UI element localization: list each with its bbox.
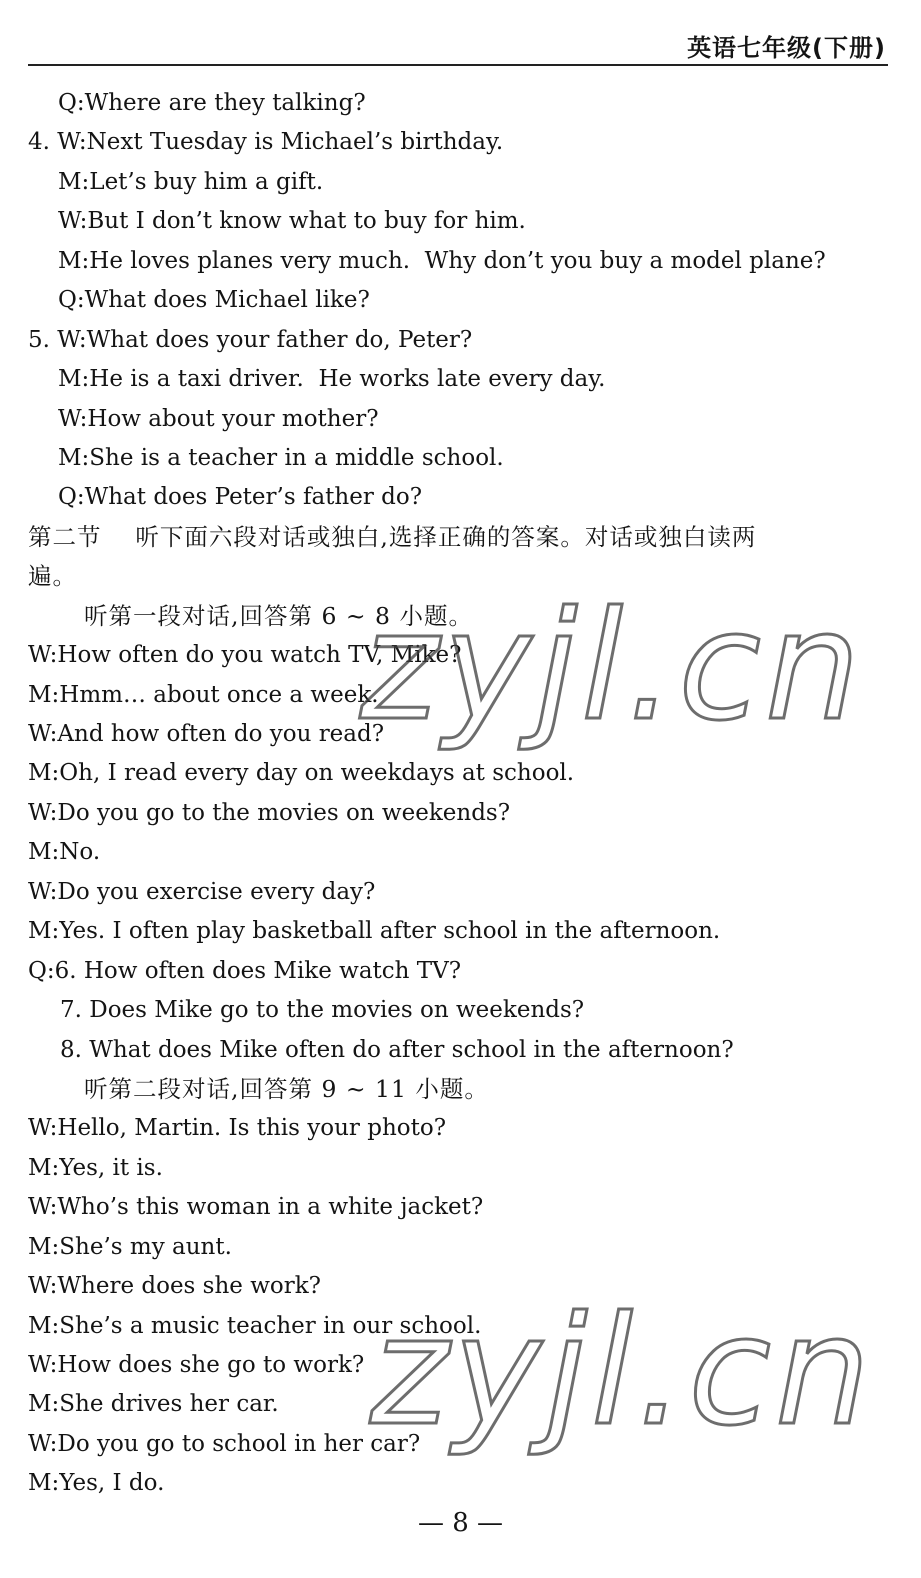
transcript-line: W:Do you exercise every day? — [28, 878, 376, 905]
transcript-line: M:Yes, I do. — [28, 1470, 165, 1497]
transcript-line: 7. Does Mike go to the movies on weekends? — [60, 997, 585, 1024]
watermark: zyjl.cn — [370, 1285, 875, 1459]
section-heading: 第二节 听下面六段对话或独白,选择正确的答案。对话或独白读两 — [28, 522, 757, 551]
transcript-line: W:Who’s this woman in a white jacket? — [28, 1194, 484, 1221]
transcript-line: W:Do you go to school in her car? — [28, 1430, 421, 1457]
book-title: 英语七年级(下册) — [687, 34, 886, 62]
transcript-line: W:Do you go to the movies on weekends? — [28, 799, 511, 826]
transcript-line: W:How about your mother? — [58, 405, 379, 432]
watermark: zyjl.cn — [360, 580, 865, 754]
transcript-line: W:Hello, Martin. Is this your photo? — [28, 1115, 447, 1142]
transcript-line: 8. What does Mike often do after school in the afternoon? — [60, 1036, 734, 1063]
transcript-line: 4. W:Next Tuesday is Michael’s birthday. — [28, 129, 504, 156]
transcript-line: M:Oh, I read every day on weekdays at school. — [28, 760, 575, 787]
transcript-line: M:Yes. I often play basketball after school in the afternoon. — [28, 918, 721, 945]
transcript-line: Q:6. How often does Mike watch TV? — [28, 957, 462, 984]
transcript-line: W:How often do you watch TV, Mike? — [28, 642, 462, 669]
transcript-line: M:Yes, it is. — [28, 1154, 163, 1181]
transcript-line: Q:What does Peter’s father do? — [58, 484, 423, 511]
transcript-line: M:He loves planes very much. Why don’t you buy a model plane? — [58, 247, 826, 274]
transcript-line: M:She’s my aunt. — [28, 1233, 232, 1260]
transcript-line: W:Where does she work? — [28, 1273, 322, 1300]
transcript-line: 5. W:What does your father do, Peter? — [28, 326, 473, 353]
transcript-line: M:She is a teacher in a middle school. — [58, 444, 504, 471]
transcript-line: W:How does she go to work? — [28, 1352, 365, 1378]
transcript-line: M:She’s a music teacher in our school. — [28, 1312, 482, 1339]
transcript-line: W:But I don’t know what to buy for him. — [58, 208, 526, 235]
page-header — [28, 22, 888, 66]
transcript-line: M:Let’s buy him a gift. — [58, 168, 324, 195]
transcript-line: Q:Where are they talking? — [58, 90, 366, 116]
section-heading: 听第二段对话,回答第 9 ~ 11 小题。 — [84, 1074, 489, 1103]
section-heading: 遍。 — [28, 562, 77, 591]
transcript-line: W:And how often do you read? — [28, 721, 385, 747]
transcript-line: M:Hmm… about once a week. — [28, 681, 379, 708]
transcript-line: M:He is a taxi driver. He works late every day. — [58, 366, 606, 393]
transcript-line: M:No. — [28, 839, 101, 866]
section-heading: 听第一段对话,回答第 6 ~ 8 小题。 — [84, 601, 473, 630]
transcript-line: M:She drives her car. — [28, 1391, 279, 1418]
transcript-line: Q:What does Michael like? — [58, 287, 370, 314]
page-number: — 8 — — [417, 1508, 504, 1538]
transcript-body — [0, 84, 921, 1504]
